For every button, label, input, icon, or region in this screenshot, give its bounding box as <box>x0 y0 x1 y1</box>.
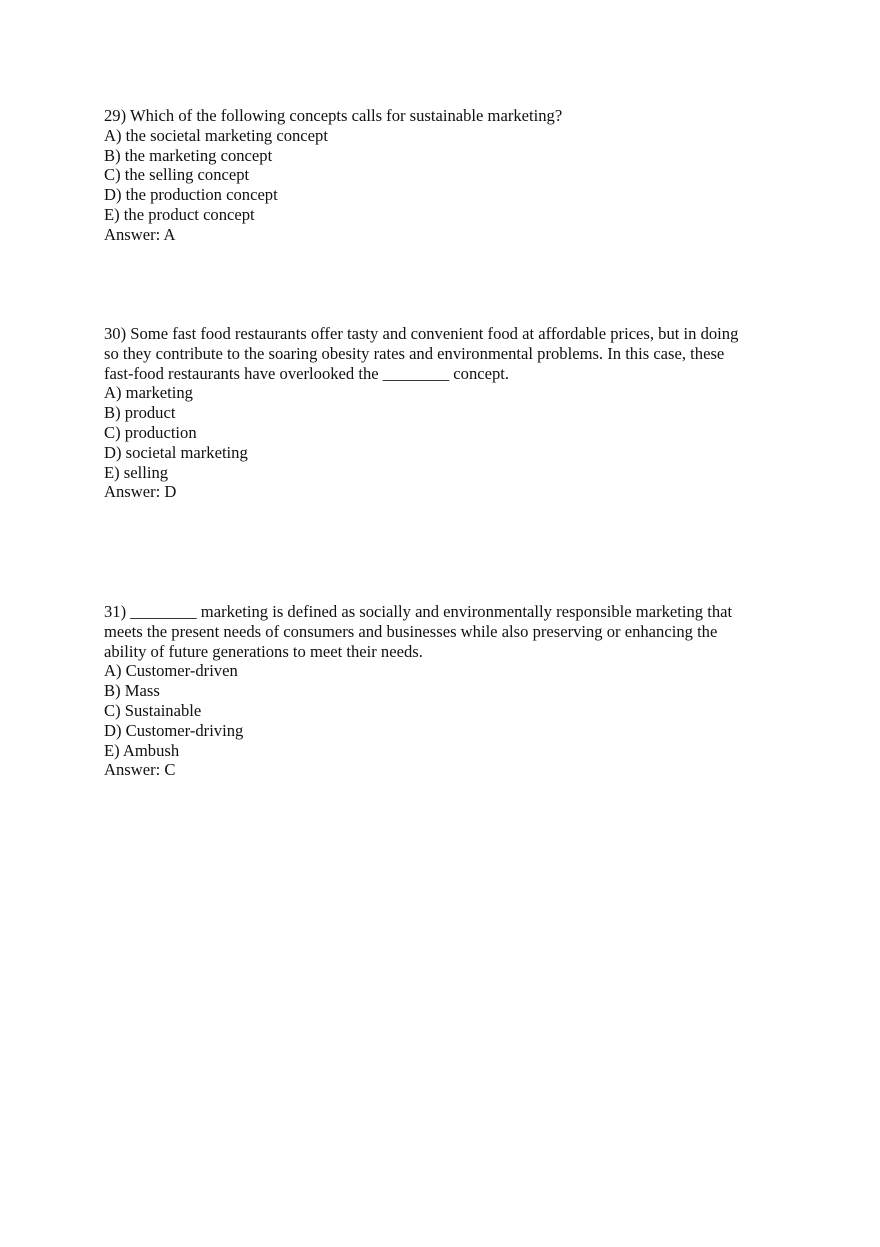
question-30 <box>104 324 784 502</box>
question-stem-line: so they contribute to the soaring obesity rates and environmental problems. In this case, these <box>104 343 725 363</box>
option-a: A) the societal marketing concept <box>104 125 328 145</box>
option-a: A) Customer-driven <box>104 661 238 681</box>
option-c: C) Sustainable <box>104 700 202 720</box>
option-e: E) the product concept <box>104 204 255 224</box>
question-stem-line: fast-food restaurants have overlooked the ________ concept. <box>104 363 510 383</box>
option-d: D) the production concept <box>104 185 278 205</box>
answer: Answer: A <box>104 224 176 244</box>
option-b: B) Mass <box>104 681 160 701</box>
option-c: C) the selling concept <box>104 165 250 185</box>
option-d: D) Customer-driving <box>104 720 244 740</box>
option-a: A) marketing <box>104 383 193 403</box>
question-stem-line: ability of future generations to meet their needs. <box>104 641 423 661</box>
question-stem-line: 29) Which of the following concepts calls for sustainable marketing? <box>104 106 563 125</box>
option-d: D) societal marketing <box>104 442 248 462</box>
option-c: C) production <box>104 422 197 442</box>
question-stem-line: 31) ________ marketing is defined as socially and environmentally responsible marketing that <box>104 602 733 621</box>
option-b: B) product <box>104 403 176 423</box>
option-b: B) the marketing concept <box>104 145 273 165</box>
question-stem-line: 30) Some fast food restaurants offer tasty and convenient food at affordable prices, but in doing <box>104 324 739 343</box>
question-29 <box>104 106 784 245</box>
answer: Answer: D <box>104 482 177 502</box>
option-e: E) selling <box>104 462 169 482</box>
option-e: E) Ambush <box>104 740 180 760</box>
question-stem-line: meets the present needs of consumers and businesses while also preserving or enhancing the <box>104 621 718 641</box>
question-31 <box>104 602 784 780</box>
answer: Answer: C <box>104 760 176 780</box>
